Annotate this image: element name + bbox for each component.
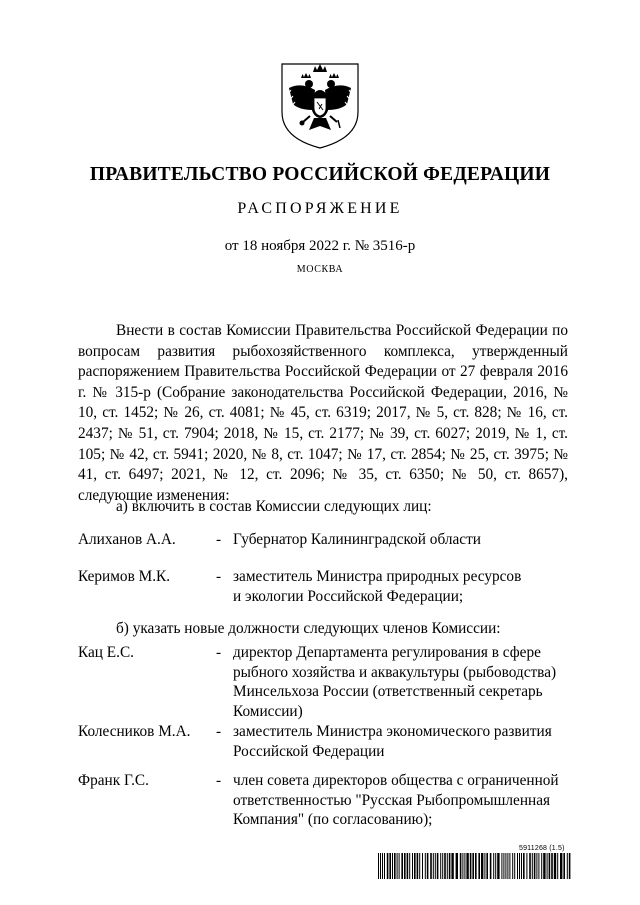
barcode-bar [478, 853, 480, 879]
barcode-bar [557, 853, 558, 879]
barcode-bar [501, 853, 502, 879]
government-title: ПРАВИТЕЛЬСТВО РОССИЙСКОЙ ФЕДЕРАЦИИ [89, 164, 551, 185]
barcode-bar [486, 853, 488, 879]
member-name: Алиханов А.А. [78, 531, 176, 548]
barcode-bar [560, 853, 562, 879]
member-position: член совета директоров общества с ограниченной ответственностью "Русская Рыбопромышленная Компания" (по согласованию); [233, 772, 559, 828]
barcode-bar [425, 853, 426, 879]
barcode-bar [490, 853, 492, 879]
barcode-bar [503, 853, 504, 879]
barcode-bar [514, 853, 515, 879]
barcode-bar [378, 853, 379, 879]
barcode-bar [541, 853, 542, 879]
barcode-bar [397, 853, 398, 879]
barcode-bar [547, 853, 548, 879]
member-position: заместитель Министра экономического развития Российской Федерации [233, 723, 552, 760]
barcode-bar [380, 853, 381, 879]
coat-of-arms-emblem [279, 60, 361, 150]
barcode-bar [484, 853, 485, 879]
barcode-bar [407, 853, 409, 879]
barcode-bar [422, 853, 423, 879]
barcode-bar [427, 853, 429, 879]
barcode-bar [451, 853, 453, 879]
section-a-heading: а) включить в состав Комиссии следующих лиц: [116, 498, 432, 515]
city: МОСКВА [296, 264, 344, 275]
barcode-bar [389, 853, 391, 879]
member-dash: - [216, 531, 222, 548]
barcode-bar [464, 853, 465, 879]
barcode-bar [449, 853, 451, 879]
document-type: РАСПОРЯЖЕНИЕ [237, 200, 403, 217]
barcode-bar [412, 853, 413, 879]
barcode-bar [481, 853, 483, 879]
barcode-number: 5911268 (1.5) [519, 845, 565, 852]
barcode-bar [404, 853, 406, 879]
barcode-bar [505, 853, 506, 879]
barcode-bar [384, 853, 385, 879]
barcode-bar [442, 853, 443, 879]
barcode-bar [440, 853, 441, 879]
member-dash: - [216, 723, 222, 740]
date-and-number: от 18 ноября 2022 г. № 3516-р [224, 238, 416, 254]
barcode-bar [554, 853, 556, 879]
barcode-bar [512, 853, 513, 879]
member-position: заместитель Министра природных ресурсов и экологии Российской Федерации; [233, 568, 522, 605]
barcode-bar [538, 853, 539, 879]
barcode-bar [495, 853, 496, 879]
member-name: Колесников М.А. [78, 723, 191, 740]
intro-paragraph: Внести в состав Комиссии Правительства Российской Федерации по вопросам развития рыбохозяйственного комплекса, утвержденный распоряжением Правительства Российской Федерации от 27 февраля 2016 г. № 315-р (Собрание законодательства Российской Федерации, 2016, № 10, ст. 1452; № 26, ст. 4081; № 45, ст. 6319; 2017, № 5, ст. 828; № 16, ст. 2437; № 51, ст. 7904; 2018, № 15, ст. 2177; № 39, ст. 6027; 2019, № 1, ст. 105; № 42, ст. 5941; 2020, № 8, ст. 1047; № 17, ст. 2854; № 25, ст. 3975; № 41, ст. 6497; 2021, № 12, ст. 2096; № 35, ст. 6350; № 50, ст. 8657), следующие изменения: [78, 322, 568, 504]
barcode-bar [521, 853, 522, 879]
barcode-bar [430, 853, 432, 879]
barcode-bar [532, 853, 533, 879]
member-name: Кац Е.С. [78, 644, 134, 661]
barcode-bar [435, 853, 436, 879]
barcode-bar [409, 853, 410, 879]
member-dash: - [216, 772, 222, 789]
member-dash: - [216, 644, 222, 661]
barcode-bar [523, 853, 525, 879]
barcode-bar [497, 853, 499, 879]
barcode-bar [466, 853, 468, 879]
barcode-bar [401, 853, 403, 879]
barcode-bar [392, 853, 393, 879]
barcode-bar [529, 853, 531, 879]
barcode-bar [387, 853, 389, 879]
barcode-bar [563, 853, 565, 879]
barcode-bar [382, 853, 383, 879]
section-b-heading: б) указать новые должности следующих членов Комиссии: [116, 620, 501, 637]
barcode-bar [399, 853, 400, 879]
barcode-image [378, 853, 572, 879]
barcode-bar [517, 853, 518, 879]
barcode-bar [470, 853, 472, 879]
member-position: Губернатор Калининградской области [233, 531, 481, 548]
barcode-bar [444, 853, 446, 879]
barcode-bar [569, 853, 571, 879]
barcode-bar [419, 853, 420, 879]
barcode-bar [509, 853, 510, 879]
barcode-bar [417, 853, 419, 879]
barcode-bar [447, 853, 448, 879]
barcode-bar [534, 853, 536, 879]
member-name: Франк Г.С. [78, 772, 149, 789]
barcode-bar [543, 853, 545, 879]
barcode-bar [549, 853, 551, 879]
barcode-bar [551, 853, 553, 879]
barcode-bar [475, 853, 477, 879]
barcode-bar [433, 853, 434, 879]
barcode-bar [394, 853, 396, 879]
barcode-bar [437, 853, 439, 879]
barcode-bar [526, 853, 527, 879]
barcode-bar [519, 853, 520, 879]
barcode-bar [456, 853, 458, 879]
barcode-bar [462, 853, 463, 879]
barcode-bar [536, 853, 537, 879]
barcode-bar [567, 853, 568, 879]
barcode-bar [414, 853, 416, 879]
barcode-bar [493, 853, 494, 879]
barcode-bar [472, 853, 474, 879]
barcode-bar [507, 853, 508, 879]
barcode-bar [460, 853, 462, 879]
member-position: директор Департамента регулирования в сфере рыбного хозяйства и аквакультуры (рыбоводства) Минсельхоза России (ответственный секретарь Комиссии) [233, 644, 557, 720]
member-name: Керимов М.К. [78, 568, 171, 585]
member-dash: - [216, 568, 222, 585]
